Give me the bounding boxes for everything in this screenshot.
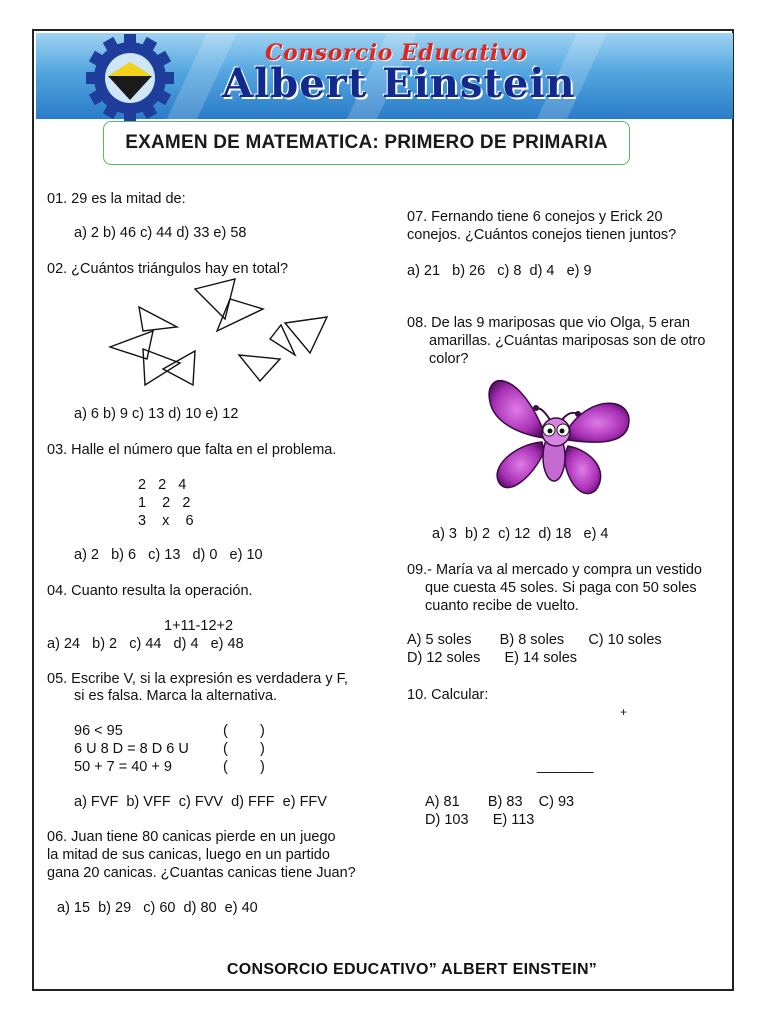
- question-9-options-row-1: A) 5 soles B) 8 soles C) 10 soles: [407, 632, 662, 648]
- question-10-options-row-1: A) 81 B) 83 C) 93: [425, 794, 575, 810]
- question-9-line-1: 09.- María va al mercado y compra un vestido: [407, 562, 702, 578]
- answer-blank-3: ( ): [223, 759, 265, 775]
- footer: [0, 961, 768, 979]
- question-1: 01. 29 es la mitad de:: [47, 191, 186, 207]
- number-grid-row-1: 2 2 4: [138, 477, 187, 493]
- question-7-line-1: 07. Fernando tiene 6 conejos y Erick 20: [407, 209, 663, 225]
- exam-title: EXAMEN DE MATEMATICA: PRIMERO DE PRIMARIA: [125, 132, 608, 153]
- question-5-line-1: 05. Escribe V, si la expresión es verdadera y F,: [47, 671, 348, 687]
- question-4: 04. Cuanto resulta la operación.: [47, 583, 253, 599]
- question-4-options: a) 24 b) 2 c) 44 d) 4 e) 48: [47, 636, 244, 652]
- statement-1: 96 < 95: [74, 723, 123, 739]
- question-10-options-row-2: D) 103 E) 113: [425, 812, 535, 828]
- school-logo-icon: [58, 38, 208, 118]
- question-3-options: a) 2 b) 6 c) 13 d) 0 e) 10: [74, 547, 263, 563]
- question-5-options: a) FVF b) VFF c) FVV d) FFF e) FFV: [74, 794, 327, 810]
- answer-blank-1: ( ): [223, 723, 265, 739]
- brand-subtitle: Consorcio Educativo: [265, 40, 528, 66]
- statement-3: 50 + 7 = 40 + 9: [74, 759, 172, 775]
- question-10: 10. Calcular:: [407, 687, 489, 703]
- footer-text: CONSORCIO EDUCATIVO” ALBERT EINSTEIN”: [226, 961, 598, 978]
- triangles-figure: [105, 275, 335, 390]
- question-8-line-3: color?: [429, 351, 469, 367]
- question-6-line-1: 06. Juan tiene 80 canicas pierde en un juego: [47, 829, 336, 845]
- number-grid-row-2: 1 2 2: [138, 495, 191, 511]
- question-9-line-2: que cuesta 45 soles. Si paga con 50 soles: [425, 580, 697, 596]
- question-7-options: a) 21 b) 26 c) 8 d) 4 e) 9: [407, 263, 592, 279]
- exam-title-box: [103, 121, 630, 165]
- question-6-line-2: la mitad de sus canicas, luego en un partido: [47, 847, 330, 863]
- question-1-options: a) 2 b) 46 c) 44 d) 33 e) 58: [74, 225, 247, 241]
- question-5-line-2: si es falsa. Marca la alternativa.: [74, 688, 278, 704]
- sum-rule: _______: [537, 758, 594, 774]
- question-7-line-2: conejos. ¿Cuántos conejos tienen juntos?: [407, 227, 677, 243]
- statement-2: 6 U 8 D = 8 D 6 U: [74, 741, 189, 757]
- question-4-expression: 1+11-12+2: [164, 618, 234, 634]
- question-6-line-3: gana 20 canicas. ¿Cuantas canicas tiene Juan?: [47, 865, 356, 881]
- question-3: 03. Halle el número que falta en el problema.: [47, 442, 337, 458]
- question-9-line-3: cuanto recibe de vuelto.: [425, 598, 579, 614]
- number-grid-row-3: 3 x 6: [138, 513, 194, 529]
- question-2: 02. ¿Cuántos triángulos hay en total?: [47, 261, 289, 277]
- brand-title: Albert Einstein: [222, 60, 576, 107]
- question-6-options: a) 15 b) 29 c) 60 d) 80 e) 40: [57, 900, 258, 916]
- question-9-options-row-2: D) 12 soles E) 14 soles: [407, 650, 578, 666]
- plus-sign: +: [620, 705, 628, 719]
- question-8-line-2: amarillas. ¿Cuántas mariposas son de otro: [429, 333, 706, 349]
- butterfly-illustration: [478, 372, 638, 507]
- question-8-line-1: 08. De las 9 mariposas que vio Olga, 5 eran: [407, 315, 690, 331]
- question-8-options: a) 3 b) 2 c) 12 d) 18 e) 4: [432, 526, 609, 542]
- answer-blank-2: ( ): [223, 741, 265, 757]
- question-2-options: a) 6 b) 9 c) 13 d) 10 e) 12: [74, 406, 239, 422]
